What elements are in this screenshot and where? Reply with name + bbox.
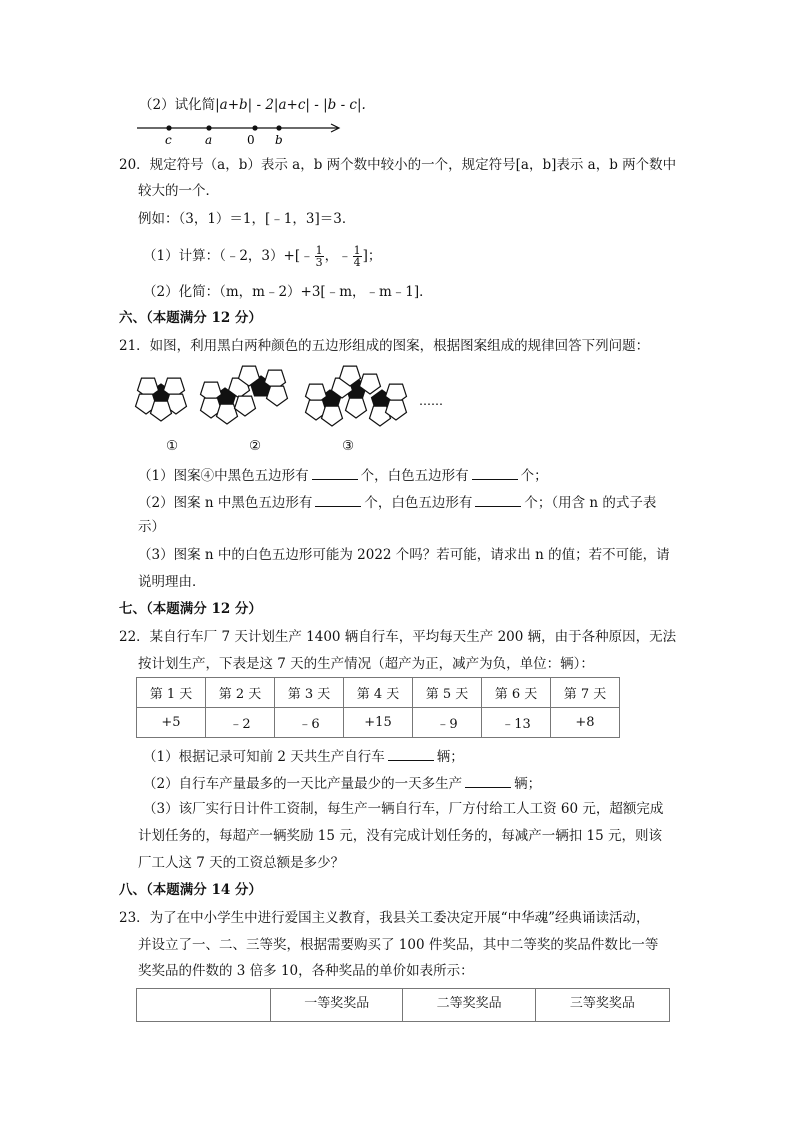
q23-stem-line3: 奖奖品的件数的 3 倍多 10，各种奖品的单价如表所示：	[138, 963, 474, 979]
frac2-numerator: 1	[353, 244, 361, 257]
fraction-one-fourth	[353, 245, 362, 268]
point-a	[206, 125, 211, 130]
q19-part2-expression: |a+b| - 2|a+c| - |b - c|.	[215, 97, 366, 113]
q21-p2-text-b: 个，白色五边形有	[364, 495, 473, 511]
q20-stem-line2: 较大的一个．	[138, 183, 219, 199]
q20-example: 例如：（3，1）＝1，[﹣1，3]＝3．	[138, 211, 356, 227]
table-header-cell: 第 1 天	[137, 678, 206, 708]
table-header-cell	[137, 989, 271, 1022]
q20-part1	[143, 244, 381, 268]
table-cell: ﹣9	[413, 708, 482, 738]
pattern-3	[302, 366, 409, 426]
table-header-row	[137, 678, 620, 708]
table-header-cell: 第 4 天	[344, 678, 413, 708]
q19-part2-prefix: （2）试化简	[139, 97, 216, 113]
q21-part2	[138, 492, 656, 512]
q22-p1-text-a: （1）根据记录可知前 2 天共生产自行车	[143, 749, 385, 765]
point-b	[276, 125, 281, 130]
q20-part1-mid: ，﹣	[324, 248, 352, 264]
answer-blank[interactable]	[465, 773, 511, 788]
table-header-cell: 第 7 天	[551, 678, 620, 708]
q21-part2-cont: 示）	[138, 519, 165, 535]
q21-p2-text-c: 个；（用含 n 的式子表	[524, 495, 657, 511]
table-cell: +8	[551, 708, 620, 738]
table-value-row	[137, 708, 620, 738]
q22-part3-line3: 厂工人这 7 天的工资总额是多少？	[138, 855, 345, 871]
q22-stem-line1: 22．某自行车厂 7 天计划生产 1400 辆自行车，平均每天生产 200 辆，由于各种原因，无法	[119, 629, 677, 645]
point-c	[166, 125, 171, 130]
point-0	[252, 125, 257, 130]
q22-part2	[143, 773, 541, 793]
frac2-denominator: 4	[353, 256, 361, 269]
label-0: 0	[247, 133, 255, 147]
q22-part1	[143, 746, 464, 766]
table-header-cell: 第 6 天	[482, 678, 551, 708]
label-b: b	[275, 133, 283, 147]
label-c: c	[165, 133, 172, 147]
q21-part1	[138, 465, 548, 485]
q21-part3-line1: （3）图案 n 中的白色五边形可能为 2022 个吗？若可能，请求出 n 的值；若不可能，请	[138, 547, 670, 563]
q21-part3-line2: 说明理由．	[138, 574, 206, 590]
answer-blank[interactable]	[472, 465, 518, 480]
figure-label-1: ①	[166, 438, 179, 454]
answer-blank[interactable]	[315, 492, 361, 507]
q20-part2: （2）化简：（m，m﹣2）+3[﹣m，﹣m﹣1]．	[143, 284, 433, 300]
pattern-2	[197, 366, 290, 424]
q23-stem-line2: 并设立了一、二、三等奖，根据需要购买了 100 件奖品，其中二等奖的奖品件数比一等	[138, 937, 659, 953]
q21-stem: 21．如图，利用黑白两种颜色的五边形组成的图案，根据图案组成的规律回答下列问题：	[119, 338, 650, 354]
frac1-denominator: 3	[315, 256, 323, 269]
q21-p1-text-a: （1）图案④中黑色五边形有	[138, 468, 309, 484]
table-header-cell: 第 5 天	[413, 678, 482, 708]
table-header-cell: 三等奖奖品	[535, 989, 669, 1022]
q21-p1-text-b: 个，白色五边形有	[360, 468, 469, 484]
q22-p1-text-b: 辆；	[436, 749, 464, 765]
table-cell: ﹣6	[275, 708, 344, 738]
answer-blank[interactable]	[475, 492, 521, 507]
section-7-heading: 七、（本题满分 12 分）	[119, 601, 262, 617]
table-cell: +5	[137, 708, 206, 738]
q22-p2-text-a: （2）自行车产量最多的一天比产量最少的一天多生产	[143, 776, 463, 792]
q19-number-line	[135, 118, 355, 148]
section-8-heading: 八、（本题满分 14 分）	[119, 882, 262, 898]
fraction-one-third	[315, 245, 324, 268]
frac1-numerator: 1	[315, 244, 323, 257]
answer-blank[interactable]	[312, 465, 358, 480]
q19-part2	[139, 96, 366, 114]
table-header-cell: 一等奖奖品	[271, 989, 403, 1022]
q23-prize-table	[136, 988, 670, 1022]
answer-blank[interactable]	[388, 746, 434, 761]
q22-stem-line2: 按计划生产，下表是这 7 天的生产情况（超产为正，减产为负，单位：辆）：	[138, 656, 594, 672]
table-header-cell: 第 3 天	[275, 678, 344, 708]
q22-p2-text-b: 辆；	[514, 776, 542, 792]
q20-stem-line1: 20．规定符号（a，b）表示 a，b 两个数中较小的一个，规定符号[a，b]表示 a，b 两个数中	[119, 157, 677, 173]
q22-part3-line1: （3）该厂实行日计件工资制，每生产一辆自行车，厂方付给工人工资 60 元，超额完成	[143, 801, 664, 817]
table-header-cell: 二等奖奖品	[403, 989, 535, 1022]
table-cell: +15	[344, 708, 413, 738]
table-cell: ﹣2	[206, 708, 275, 738]
table-cell: ﹣13	[482, 708, 551, 738]
q21-p1-text-c: 个；	[520, 468, 548, 484]
pattern-ellipsis: ……	[419, 394, 443, 408]
figure-label-2: ②	[249, 438, 262, 454]
table-header-row	[137, 989, 670, 1022]
section-6-heading: 六、（本题满分 12 分）	[119, 310, 262, 326]
q21-pentagon-patterns	[135, 365, 455, 425]
label-a: a	[205, 133, 213, 147]
table-header-cell: 第 2 天	[206, 678, 275, 708]
q22-part3-line2: 计划任务的，每超产一辆奖励 15 元，没有完成计划任务的，每减产一辆扣 15 元，则该	[138, 828, 663, 844]
pattern-1	[132, 378, 189, 421]
figure-label-3: ③	[342, 438, 355, 454]
q20-part1-suffix: ]；	[362, 248, 382, 264]
q21-p2-text-a: （2）图案 n 中黑色五边形有	[138, 495, 313, 511]
q23-stem-line1: 23．为了在中小学生中进行爱国主义教育，我县关工委决定开展“中华魂”经典诵读活动，	[119, 910, 650, 926]
q20-part1-prefix: （1）计算：（﹣2，3）+[﹣	[143, 248, 314, 264]
q22-production-table	[136, 677, 620, 738]
